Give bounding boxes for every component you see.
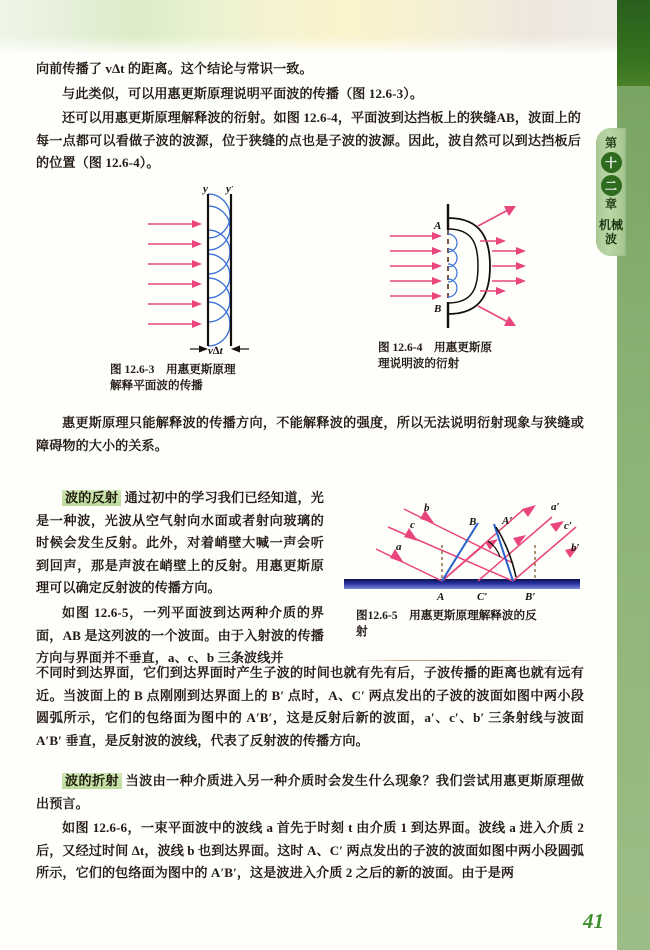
wave-direction-arrowheads [192,220,202,328]
text-block-refraction [36,770,584,887]
figure-12-6-3 [110,186,315,394]
label-point-C-prime: C′ [477,591,488,603]
label-B: B [434,303,442,315]
label-v-delta-t: v∆t [208,345,223,357]
medium-interface [344,579,580,589]
figure-divider-rule [358,660,573,661]
page-number: 41 [583,909,604,933]
incident-arrowheads [390,510,434,563]
label-ray-c-prime: c′ [564,520,572,532]
slit-huygens-wavelets [448,234,457,297]
paragraph-1: 向前传播了 v∆t 的距离。这个结论与常识一致。 [36,61,313,76]
chapter-tab-prefix: 第 [604,136,617,150]
figure-12-6-5-graphic [338,495,586,603]
label-point-A: A [437,591,445,603]
paragraph-7: 不同时到达界面，它们到达界面时产生子波的时间也就有先有后，子波传播的距离也就有远有近。当波面上的 B 点刚刚到达界面上的 B′ 点时，A、C′ 两点发出的子波的波面如图中两小段圆弧所示，它们的包络面为图中的 A′B′，这是反射后新的波面，a′、c′、b′ 三条射线与波面 A′B′ 垂直，是反射波的波线，代表了反射波的传播方向。 [36,665,584,748]
chapter-tab [596,128,626,256]
section-head-reflection: 波的反射 [62,490,121,506]
text-block-top [36,58,581,177]
label-point-A-prime: A′ [502,515,513,527]
text-block-middle [36,412,584,459]
paragraph-2: 与此类似，可以用惠更斯原理说明平面波的传播（图 12.6-3）。 [62,85,424,101]
text-block-reflection-narrow [36,487,324,672]
huygens-wavelet-arc [496,527,516,577]
figure-12-6-4-graphic [378,196,568,341]
label-y-prime: y′ [226,186,234,195]
label-ray-c: c [410,519,415,531]
chapter-number-badge-ten: 十 [601,152,622,173]
figure-12-6-4-caption: 图 12.6-4 用惠更斯原理说明波的衍射 [378,341,493,370]
label-point-B: B [469,516,477,528]
chapter-tab-title: 机械波 [598,218,623,246]
label-ray-b-prime: b′ [571,542,580,554]
label-point-B-prime: B′ [525,591,536,603]
paragraph-6: 如图 12.6-5，一列平面波到达两种介质的界面，AB 是这列波的一个波面。由于入射波的传播方向与界面并不垂直，a、c、b 三条波线并 [36,604,324,666]
section-head-refraction: 波的折射 [62,773,122,789]
figure-12-6-3-graphic [140,186,315,361]
label-A: A [434,220,442,232]
paragraph-5-text: 通过初中的学习我们已经知道，光是一种波，光波从空气射向水面或者射向玻璃的时候会发生反射。此外，对着峭壁大喊一声会听到回声，那是声波在峭壁上的反射。用惠更斯原理可以确定反射波的传播方向。 [36,490,325,596]
paragraph-5 [36,487,324,600]
chapter-tab-suffix: 章 [604,197,617,211]
right-edge-dark-green-segment [617,0,650,86]
paragraph-8-text: 当波由一种介质进入另一种介质时会发生什么现象？我们尝试用惠更斯原理做出预言。 [36,773,584,811]
figure-12-6-3-caption: 图 12.6-3 用惠更斯原理解释平面波的传播 [110,363,236,392]
label-ray-a: a [396,541,402,553]
figure-12-6-5-caption: 图12.6-5 用惠更斯原理解释波的反射 [356,609,537,638]
paragraph-8 [36,770,584,815]
label-ray-b: b [424,502,430,514]
incident-arrowheads [432,232,442,300]
label-y: y [203,186,208,195]
huygens-wavelets [208,194,230,346]
top-band-fade [0,36,620,58]
figure-12-6-4 [378,196,568,372]
chapter-number-badge-two: 二 [601,175,622,196]
paragraph-9: 如图 12.6-6，一束平面波中的波线 a 首先于时刻 t 由介质 1 到达界面。波线 a 进入介质 2 后，又经过时间 ∆t，波线 b 也到达界面。这时 A、C′ 两点发出的子波的波面如图中两小段圆弧所示，它们的包络面为图中的 A′B′，这是波进入介质 2 之后的新的波面。由于是两 [36,820,584,881]
figure-12-6-5 [338,495,586,640]
label-ray-a-prime: a′ [551,501,560,513]
text-block-reflection-wide [36,662,584,754]
paragraph-4: 惠更斯原理只能解释波的传播方向，不能解释波的强度，所以无法说明衍射现象与狭缝或障碍物的大小的关系。 [36,415,584,453]
paragraph-3: 还可以用惠更斯原理解释波的衍射。如图 12.6-4，平面波到达挡板上的狭缝AB，波面上的每一点都可以看做子波的波源，位于狭缝的点也是子波的波源。因此，波自然可以到达挡板后的位置（图 12.6-4）。 [36,110,581,171]
